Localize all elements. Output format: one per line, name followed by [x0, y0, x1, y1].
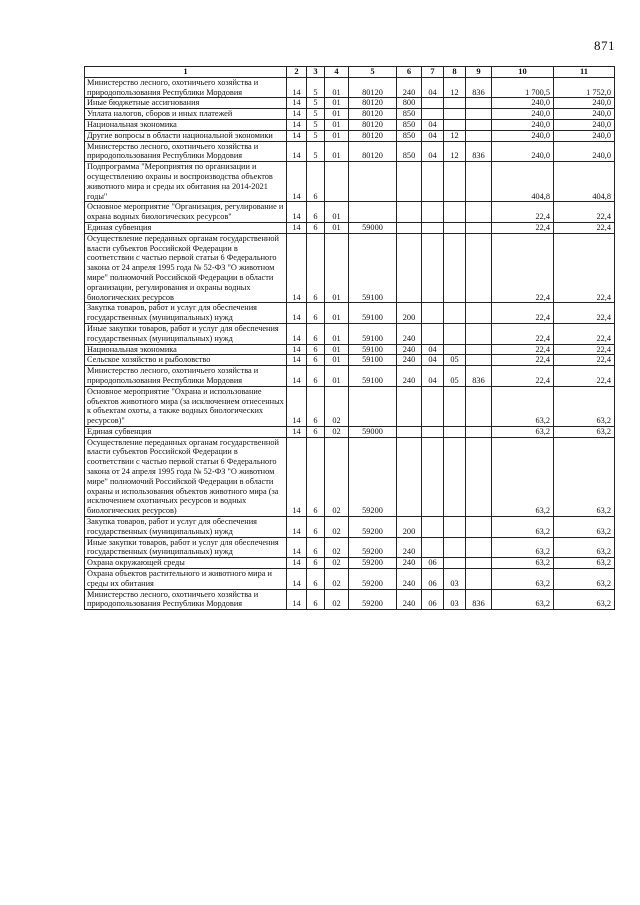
cell-c7 — [422, 233, 444, 303]
cell-c5: 80120 — [349, 141, 397, 162]
cell-c5: 59200 — [349, 569, 397, 590]
table-row — [85, 517, 615, 538]
row-name-cell: Охрана окружающей среды — [85, 558, 287, 569]
cell-c5: 59000 — [349, 426, 397, 437]
row-name-cell: Национальная экономика — [85, 344, 287, 355]
cell-c6: 850 — [397, 109, 422, 120]
cell-c4: 01 — [325, 77, 349, 98]
cell-c10: 22,4 — [492, 355, 554, 366]
cell-c10: 63,2 — [492, 517, 554, 538]
cell-c11: 22,4 — [554, 323, 615, 344]
cell-c11: 240,0 — [554, 119, 615, 130]
cell-c6 — [397, 202, 422, 223]
row-name-cell: Охрана объектов растительного и животного мира и среды их обитания — [85, 569, 287, 590]
table-row — [85, 355, 615, 366]
cell-c9 — [466, 202, 492, 223]
cell-c9 — [466, 323, 492, 344]
cell-c9 — [466, 233, 492, 303]
cell-c9 — [466, 355, 492, 366]
cell-c8 — [444, 222, 466, 233]
table-row — [85, 162, 615, 202]
cell-c2: 14 — [287, 109, 307, 120]
cell-c9 — [466, 517, 492, 538]
cell-c10: 63,2 — [492, 537, 554, 558]
cell-c8 — [444, 109, 466, 120]
cell-c7: 04 — [422, 141, 444, 162]
table-row — [85, 109, 615, 120]
cell-c3: 6 — [307, 386, 325, 426]
cell-c3: 6 — [307, 222, 325, 233]
cell-c10: 63,2 — [492, 569, 554, 590]
cell-c7 — [422, 426, 444, 437]
row-name-cell: Министерство лесного, охотничьего хозяйства и природопользования Республики Мордовия — [85, 589, 287, 610]
cell-c10: 240,0 — [492, 141, 554, 162]
table-row — [85, 98, 615, 109]
cell-c6 — [397, 162, 422, 202]
row-name-cell: Подпрограмма "Мероприятия по организации и осуществлению охраны и воспроизводства объектов животного мира и среды их обитания на 2014-2021 годы" — [85, 162, 287, 202]
cell-c5: 59000 — [349, 222, 397, 233]
cell-c2: 14 — [287, 162, 307, 202]
row-name-cell: Закупка товаров, работ и услуг для обеспечения государственных (муниципальных) нужд — [85, 517, 287, 538]
cell-c5: 59100 — [349, 303, 397, 324]
cell-c9 — [466, 303, 492, 324]
cell-c5 — [349, 386, 397, 426]
cell-c3: 6 — [307, 589, 325, 610]
cell-c7 — [422, 437, 444, 516]
column-header-6: 6 — [397, 67, 422, 78]
column-header-8: 8 — [444, 67, 466, 78]
row-name-cell: Иные закупки товаров, работ и услуг для обеспечения государственных (муниципальных) нужд — [85, 537, 287, 558]
table-row — [85, 323, 615, 344]
cell-c8 — [444, 162, 466, 202]
cell-c8: 05 — [444, 366, 466, 387]
cell-c6: 850 — [397, 141, 422, 162]
row-name-cell: Закупка товаров, работ и услуг для обеспечения государственных (муниципальных) нужд — [85, 303, 287, 324]
cell-c6: 240 — [397, 323, 422, 344]
cell-c7: 04 — [422, 355, 444, 366]
cell-c7 — [422, 517, 444, 538]
cell-c5: 59200 — [349, 558, 397, 569]
table-row — [85, 222, 615, 233]
cell-c2: 14 — [287, 233, 307, 303]
cell-c6 — [397, 426, 422, 437]
cell-c5 — [349, 162, 397, 202]
row-name-cell: Единая субвенция — [85, 426, 287, 437]
header-row — [85, 67, 615, 78]
cell-c8 — [444, 437, 466, 516]
cell-c5: 59200 — [349, 537, 397, 558]
cell-c4: 01 — [325, 355, 349, 366]
cell-c3: 6 — [307, 162, 325, 202]
cell-c7 — [422, 162, 444, 202]
cell-c9 — [466, 558, 492, 569]
cell-c8 — [444, 537, 466, 558]
cell-c3: 6 — [307, 202, 325, 223]
cell-c11: 240,0 — [554, 109, 615, 120]
cell-c3: 6 — [307, 569, 325, 590]
row-name-cell: Министерство лесного, охотничьего хозяйства и природопользования Республики Мордовия — [85, 141, 287, 162]
cell-c9: 836 — [466, 366, 492, 387]
cell-c11: 63,2 — [554, 517, 615, 538]
column-header-3: 3 — [307, 67, 325, 78]
table-row — [85, 437, 615, 516]
cell-c2: 14 — [287, 303, 307, 324]
column-header-11: 11 — [554, 67, 615, 78]
cell-c2: 14 — [287, 517, 307, 538]
cell-c2: 14 — [287, 355, 307, 366]
cell-c5: 80120 — [349, 98, 397, 109]
cell-c4: 01 — [325, 202, 349, 223]
column-header-4: 4 — [325, 67, 349, 78]
column-header-2: 2 — [287, 67, 307, 78]
table-row — [85, 303, 615, 324]
cell-c6: 240 — [397, 589, 422, 610]
cell-c10: 22,4 — [492, 303, 554, 324]
cell-c7: 06 — [422, 558, 444, 569]
cell-c3: 6 — [307, 233, 325, 303]
cell-c4: 01 — [325, 344, 349, 355]
table-row — [85, 141, 615, 162]
cell-c2: 14 — [287, 141, 307, 162]
cell-c5: 59100 — [349, 323, 397, 344]
cell-c9 — [466, 130, 492, 141]
cell-c8: 12 — [444, 130, 466, 141]
cell-c4: 01 — [325, 222, 349, 233]
cell-c3: 6 — [307, 303, 325, 324]
cell-c7 — [422, 386, 444, 426]
cell-c8 — [444, 386, 466, 426]
cell-c4: 02 — [325, 517, 349, 538]
cell-c5: 59200 — [349, 437, 397, 516]
table-row — [85, 233, 615, 303]
cell-c9 — [466, 162, 492, 202]
cell-c6 — [397, 437, 422, 516]
cell-c7 — [422, 303, 444, 324]
cell-c11: 1 752,0 — [554, 77, 615, 98]
cell-c7 — [422, 109, 444, 120]
cell-c9 — [466, 109, 492, 120]
cell-c10: 63,2 — [492, 426, 554, 437]
page-number: 871 — [594, 38, 615, 53]
cell-c3: 5 — [307, 98, 325, 109]
cell-c11: 63,2 — [554, 386, 615, 426]
cell-c11: 63,2 — [554, 589, 615, 610]
cell-c3: 6 — [307, 355, 325, 366]
row-name-cell: Основное мероприятие "Охрана и использование объектов животного мира (за исключением отнесенных к объектам охоты, а также водных биологических ресурсов)" — [85, 386, 287, 426]
cell-c9 — [466, 98, 492, 109]
cell-c4: 01 — [325, 323, 349, 344]
cell-c9 — [466, 222, 492, 233]
table-row — [85, 537, 615, 558]
cell-c7 — [422, 202, 444, 223]
row-name-cell: Иные бюджетные ассигнования — [85, 98, 287, 109]
column-header-10: 10 — [492, 67, 554, 78]
cell-c5: 59100 — [349, 233, 397, 303]
cell-c3: 5 — [307, 77, 325, 98]
cell-c7 — [422, 98, 444, 109]
cell-c4: 01 — [325, 141, 349, 162]
cell-c11: 63,2 — [554, 437, 615, 516]
table-row — [85, 569, 615, 590]
cell-c6: 240 — [397, 77, 422, 98]
cell-c8 — [444, 202, 466, 223]
cell-c2: 14 — [287, 569, 307, 590]
cell-c10: 240,0 — [492, 98, 554, 109]
cell-c9 — [466, 426, 492, 437]
cell-c4: 01 — [325, 109, 349, 120]
column-header-9: 9 — [466, 67, 492, 78]
cell-c6 — [397, 233, 422, 303]
cell-c3: 5 — [307, 141, 325, 162]
cell-c3: 6 — [307, 437, 325, 516]
cell-c2: 14 — [287, 323, 307, 344]
cell-c11: 240,0 — [554, 98, 615, 109]
cell-c2: 14 — [287, 202, 307, 223]
cell-c9 — [466, 537, 492, 558]
cell-c2: 14 — [287, 386, 307, 426]
cell-c2: 14 — [287, 589, 307, 610]
row-name-cell: Единая субвенция — [85, 222, 287, 233]
cell-c5: 59100 — [349, 355, 397, 366]
cell-c6: 240 — [397, 355, 422, 366]
cell-c10: 63,2 — [492, 386, 554, 426]
cell-c3: 5 — [307, 119, 325, 130]
cell-c2: 14 — [287, 130, 307, 141]
cell-c8 — [444, 119, 466, 130]
table-row — [85, 426, 615, 437]
cell-c5: 80120 — [349, 77, 397, 98]
cell-c5: 80120 — [349, 119, 397, 130]
cell-c7: 04 — [422, 344, 444, 355]
cell-c8 — [444, 426, 466, 437]
cell-c2: 14 — [287, 77, 307, 98]
cell-c6 — [397, 222, 422, 233]
cell-c10: 63,2 — [492, 558, 554, 569]
cell-c2: 14 — [287, 437, 307, 516]
row-name-cell: Уплата налогов, сборов и иных платежей — [85, 109, 287, 120]
cell-c11: 22,4 — [554, 303, 615, 324]
table-row — [85, 119, 615, 130]
cell-c9 — [466, 119, 492, 130]
table-row — [85, 366, 615, 387]
cell-c6: 850 — [397, 119, 422, 130]
cell-c11: 240,0 — [554, 130, 615, 141]
cell-c7: 04 — [422, 77, 444, 98]
cell-c11: 22,4 — [554, 233, 615, 303]
cell-c9 — [466, 437, 492, 516]
cell-c10: 63,2 — [492, 437, 554, 516]
cell-c2: 14 — [287, 537, 307, 558]
cell-c11: 22,4 — [554, 344, 615, 355]
cell-c8: 03 — [444, 589, 466, 610]
cell-c10: 404,8 — [492, 162, 554, 202]
cell-c8 — [444, 303, 466, 324]
cell-c3: 6 — [307, 537, 325, 558]
cell-c2: 14 — [287, 222, 307, 233]
cell-c2: 14 — [287, 344, 307, 355]
cell-c3: 6 — [307, 517, 325, 538]
cell-c4: 01 — [325, 303, 349, 324]
cell-c9: 836 — [466, 141, 492, 162]
cell-c7 — [422, 323, 444, 344]
table-row — [85, 589, 615, 610]
cell-c10: 63,2 — [492, 589, 554, 610]
cell-c8: 05 — [444, 355, 466, 366]
cell-c3: 6 — [307, 323, 325, 344]
cell-c10: 22,4 — [492, 222, 554, 233]
cell-c4: 02 — [325, 437, 349, 516]
cell-c11: 63,2 — [554, 426, 615, 437]
table-row — [85, 202, 615, 223]
cell-c9: 836 — [466, 589, 492, 610]
cell-c10: 22,4 — [492, 366, 554, 387]
cell-c9 — [466, 344, 492, 355]
cell-c6: 240 — [397, 344, 422, 355]
cell-c7: 06 — [422, 589, 444, 610]
cell-c9: 836 — [466, 77, 492, 98]
column-header-7: 7 — [422, 67, 444, 78]
cell-c5: 80120 — [349, 109, 397, 120]
cell-c6: 240 — [397, 537, 422, 558]
table-row — [85, 130, 615, 141]
row-name-cell: Другие вопросы в области национальной экономики — [85, 130, 287, 141]
budget-table — [84, 66, 615, 610]
cell-c11: 22,4 — [554, 355, 615, 366]
row-name-cell: Министерство лесного, охотничьего хозяйства и природопользования Республики Мордовия — [85, 77, 287, 98]
cell-c7: 04 — [422, 366, 444, 387]
cell-c5: 80120 — [349, 130, 397, 141]
column-header-5: 5 — [349, 67, 397, 78]
cell-c6: 850 — [397, 130, 422, 141]
cell-c10: 22,4 — [492, 323, 554, 344]
cell-c5: 59100 — [349, 366, 397, 387]
cell-c8 — [444, 98, 466, 109]
cell-c2: 14 — [287, 558, 307, 569]
cell-c10: 1 700,5 — [492, 77, 554, 98]
cell-c4: 01 — [325, 130, 349, 141]
cell-c8 — [444, 323, 466, 344]
cell-c2: 14 — [287, 426, 307, 437]
cell-c8: 03 — [444, 569, 466, 590]
cell-c6: 200 — [397, 303, 422, 324]
row-name-cell: Иные закупки товаров, работ и услуг для обеспечения государственных (муниципальных) нужд — [85, 323, 287, 344]
cell-c7 — [422, 222, 444, 233]
cell-c3: 5 — [307, 109, 325, 120]
cell-c3: 6 — [307, 426, 325, 437]
cell-c4: 01 — [325, 233, 349, 303]
cell-c11: 22,4 — [554, 366, 615, 387]
table-body — [85, 77, 615, 609]
cell-c5: 59100 — [349, 344, 397, 355]
cell-c8: 12 — [444, 141, 466, 162]
cell-c2: 14 — [287, 366, 307, 387]
cell-c7: 04 — [422, 130, 444, 141]
cell-c6: 800 — [397, 98, 422, 109]
cell-c3: 6 — [307, 344, 325, 355]
cell-c2: 14 — [287, 119, 307, 130]
cell-c10: 22,4 — [492, 233, 554, 303]
cell-c5: 59200 — [349, 517, 397, 538]
cell-c6: 200 — [397, 517, 422, 538]
row-name-cell: Национальная экономика — [85, 119, 287, 130]
row-name-cell: Сельское хозяйство и рыболовство — [85, 355, 287, 366]
cell-c11: 63,2 — [554, 537, 615, 558]
cell-c10: 22,4 — [492, 202, 554, 223]
cell-c7 — [422, 537, 444, 558]
cell-c2: 14 — [287, 98, 307, 109]
cell-c6 — [397, 386, 422, 426]
cell-c5: 59200 — [349, 589, 397, 610]
cell-c11: 63,2 — [554, 569, 615, 590]
cell-c6: 240 — [397, 569, 422, 590]
row-name-cell: Министерство лесного, охотничьего хозяйства и природопользования Республики Мордовия — [85, 366, 287, 387]
cell-c9 — [466, 569, 492, 590]
cell-c8 — [444, 517, 466, 538]
cell-c4: 02 — [325, 537, 349, 558]
cell-c8: 12 — [444, 77, 466, 98]
table-row — [85, 344, 615, 355]
cell-c6: 240 — [397, 558, 422, 569]
cell-c4: 02 — [325, 386, 349, 426]
cell-c10: 22,4 — [492, 344, 554, 355]
table-row — [85, 77, 615, 98]
row-name-cell: Осуществление переданных органам государственной власти субъектов Российской Федерации в соответствии с частью первой статьи 6 Федерального закона от 24 апреля 1995 года № 52-ФЗ "О животном мире" полномочий Российской Федерации в области организации, регулирования и охраны водных биологических ресурсов — [85, 233, 287, 303]
cell-c8 — [444, 233, 466, 303]
cell-c8 — [444, 558, 466, 569]
row-name-cell: Основное мероприятие "Организация, регулирование и охрана водных биологических ресурсов" — [85, 202, 287, 223]
cell-c4: 02 — [325, 558, 349, 569]
table-row — [85, 558, 615, 569]
row-name-cell: Осуществление переданных органам государственной власти субъектов Российской Федерации в соответствии с частью первой статьи 6 Федерального закона от 24 апреля 1995 года № 52-ФЗ "О животном мире" полномочий Российской Федерации в области охраны и использования объектов животного мира (за исключением охотничьих ресурсов и водных биологических ресурсов) — [85, 437, 287, 516]
cell-c4 — [325, 162, 349, 202]
cell-c5 — [349, 202, 397, 223]
cell-c3: 6 — [307, 366, 325, 387]
cell-c4: 02 — [325, 569, 349, 590]
cell-c10: 240,0 — [492, 130, 554, 141]
cell-c11: 240,0 — [554, 141, 615, 162]
cell-c4: 02 — [325, 426, 349, 437]
cell-c3: 5 — [307, 130, 325, 141]
cell-c9 — [466, 386, 492, 426]
cell-c11: 404,8 — [554, 162, 615, 202]
cell-c11: 63,2 — [554, 558, 615, 569]
cell-c11: 22,4 — [554, 202, 615, 223]
cell-c8 — [444, 344, 466, 355]
table-row — [85, 386, 615, 426]
cell-c3: 6 — [307, 558, 325, 569]
cell-c11: 22,4 — [554, 222, 615, 233]
cell-c7: 04 — [422, 119, 444, 130]
cell-c4: 02 — [325, 589, 349, 610]
cell-c10: 240,0 — [492, 119, 554, 130]
cell-c6: 240 — [397, 366, 422, 387]
column-header-1: 1 — [85, 67, 287, 78]
cell-c4: 01 — [325, 98, 349, 109]
cell-c10: 240,0 — [492, 109, 554, 120]
cell-c4: 01 — [325, 366, 349, 387]
cell-c4: 01 — [325, 119, 349, 130]
cell-c7: 06 — [422, 569, 444, 590]
